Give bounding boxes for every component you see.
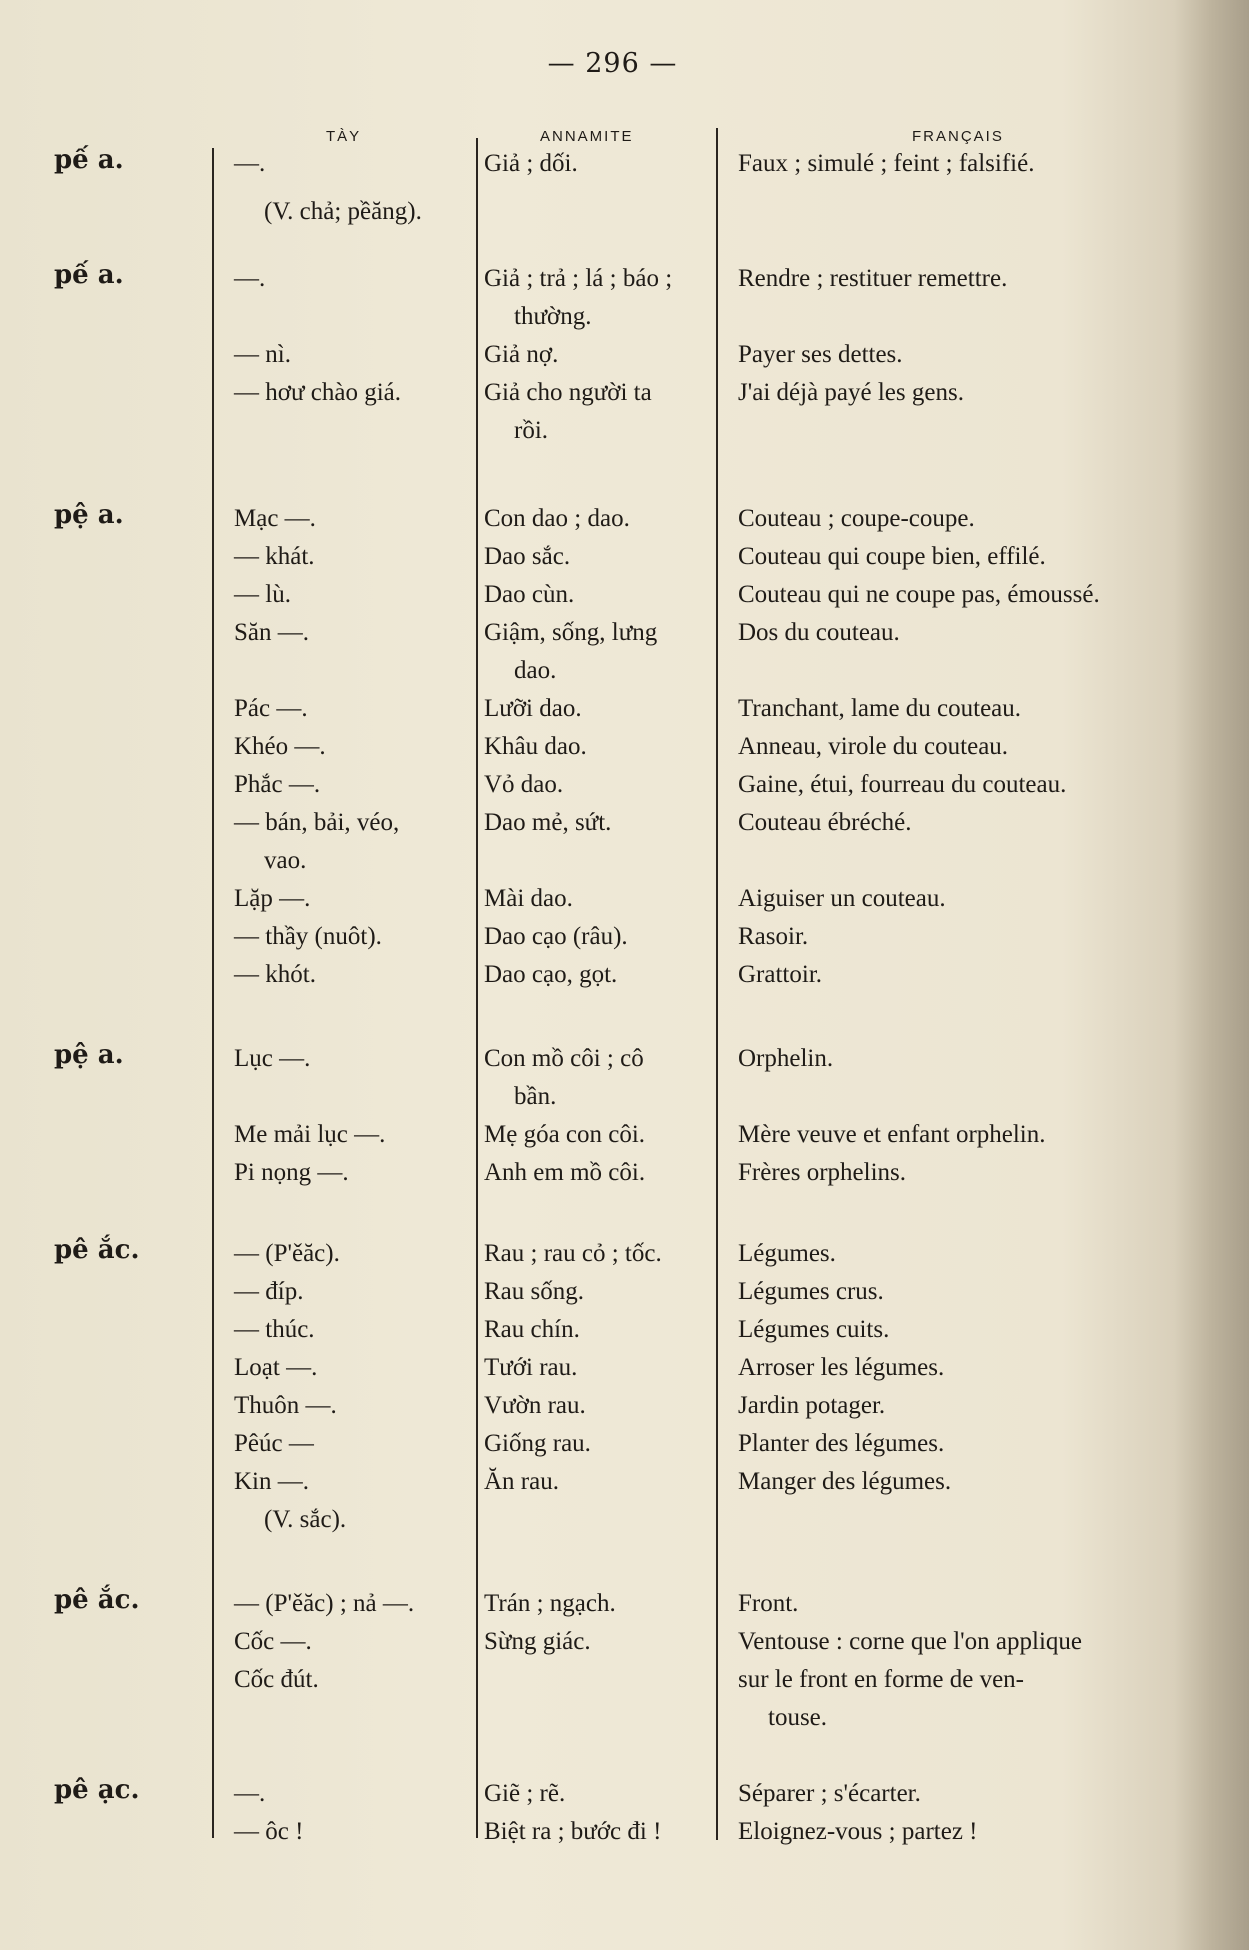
francais-cell: Légumes cuits. <box>738 1316 890 1343</box>
tay-cell: vao. <box>264 847 307 874</box>
annamite-cell: Tưới rau. <box>484 1354 578 1381</box>
francais-cell: Aiguiser un couteau. <box>738 885 946 912</box>
annamite-cell: Con dao ; dao. <box>484 505 630 532</box>
francais-cell: Arroser les légumes. <box>738 1354 945 1381</box>
headword: pệ a. <box>54 500 124 530</box>
annamite-cell: Anh em mồ côi. <box>484 1159 646 1186</box>
francais-cell: Rendre ; restituer remettre. <box>738 265 1008 292</box>
tay-cell: Săn —. <box>234 619 309 646</box>
francais-cell: Anneau, virole du couteau. <box>738 733 1009 760</box>
headword: pê ắc. <box>54 1585 140 1615</box>
annamite-cell: Trán ; ngạch. <box>484 1590 616 1617</box>
tay-cell: — khát. <box>234 543 315 570</box>
tay-cell: Cốc đút. <box>234 1666 319 1693</box>
annamite-cell: Dao cạo, gọt. <box>484 961 618 988</box>
francais-cell: J'ai déjà payé les gens. <box>738 379 964 406</box>
page-number: — 296 — <box>547 48 678 79</box>
francais-cell: Eloignez-vous ; partez ! <box>738 1818 978 1845</box>
tay-cell: —. <box>234 150 266 177</box>
francais-cell: Faux ; simulé ; feint ; falsifié. <box>738 150 1035 177</box>
headword: pế a. <box>54 145 124 175</box>
francais-cell: Jardin potager. <box>738 1392 886 1419</box>
francais-cell: sur le front en forme de ven- <box>738 1666 1024 1693</box>
headword: pê ạc. <box>54 1775 140 1805</box>
tay-cell: — thầy (nuôt). <box>234 923 382 950</box>
francais-cell: Tranchant, lame du couteau. <box>738 695 1022 722</box>
tay-cell: — đíp. <box>234 1278 304 1305</box>
annamite-cell: Giống rau. <box>484 1430 591 1457</box>
annamite-cell: Dao sắc. <box>484 543 571 570</box>
francais-cell: Planter des légumes. <box>738 1430 945 1457</box>
annamite-cell: Ăn rau. <box>484 1468 559 1495</box>
annamite-cell: thường. <box>514 303 592 330</box>
tay-cell: — bán, bải, véo, <box>234 809 400 836</box>
tay-cell: Phắc —. <box>234 771 321 798</box>
francais-cell: Gaine, étui, fourreau du couteau. <box>738 771 1067 798</box>
tay-cell: Pi nọng —. <box>234 1159 349 1186</box>
headword: pế a. <box>54 260 124 290</box>
francais-cell: Couteau qui ne coupe pas, émoussé. <box>738 581 1100 608</box>
tay-cell: — lù. <box>234 581 291 608</box>
francais-cell: Couteau ébréché. <box>738 809 912 836</box>
francais-cell: Séparer ; s'écarter. <box>738 1780 921 1807</box>
annamite-cell: Lưỡi dao. <box>484 695 582 722</box>
annamite-cell: Giậm, sống, lưng <box>484 619 658 646</box>
tay-cell: Loạt —. <box>234 1354 318 1381</box>
annamite-cell: Rau chín. <box>484 1316 580 1343</box>
column-rule-left <box>212 148 214 1838</box>
tay-cell: Lục —. <box>234 1045 311 1072</box>
annamite-cell: Sừng giác. <box>484 1628 591 1655</box>
annamite-cell: Vỏ dao. <box>484 771 564 798</box>
francais-cell: Dos du couteau. <box>738 619 900 646</box>
francais-cell: Légumes. <box>738 1240 836 1267</box>
header-francais: FRANÇAIS <box>912 128 1004 145</box>
francais-cell: Payer ses dettes. <box>738 341 903 368</box>
annamite-cell: bần. <box>514 1083 557 1110</box>
annamite-cell: Vườn rau. <box>484 1392 586 1419</box>
tay-cell: Cốc —. <box>234 1628 312 1655</box>
annamite-cell: dao. <box>514 657 557 684</box>
annamite-cell: Biệt ra ; bước đi ! <box>484 1818 662 1845</box>
tay-cell: Pác —. <box>234 695 308 722</box>
annamite-cell: rồi. <box>514 417 549 444</box>
tay-cell: (V. sắc). <box>264 1506 347 1533</box>
annamite-cell: Giả nợ. <box>484 341 559 368</box>
tay-cell: — thúc. <box>234 1316 315 1343</box>
annamite-cell: Dao cạo (râu). <box>484 923 628 950</box>
tay-cell: — hơư chào giá. <box>234 379 402 406</box>
annamite-cell: Giẽ ; rẽ. <box>484 1780 566 1807</box>
tay-cell: Mạc —. <box>234 505 316 532</box>
tay-cell: Khéo —. <box>234 733 326 760</box>
annamite-cell: Giả cho người ta <box>484 379 652 406</box>
tay-cell: — (P'ěăc) ; nả —. <box>234 1590 415 1617</box>
annamite-cell: Mẹ góa con côi. <box>484 1121 646 1148</box>
headword: pê ắc. <box>54 1235 140 1265</box>
headword: pệ a. <box>54 1040 124 1070</box>
tay-cell: (V. chả; pềăng). <box>264 198 422 225</box>
tay-cell: — (P'ěăc). <box>234 1240 340 1267</box>
annamite-cell: Rau sống. <box>484 1278 584 1305</box>
francais-cell: Mère veuve et enfant orphelin. <box>738 1121 1046 1148</box>
annamite-cell: Dao mẻ, sứt. <box>484 809 612 836</box>
annamite-cell: Mài dao. <box>484 885 573 912</box>
francais-cell: Grattoir. <box>738 961 823 988</box>
francais-cell: Rasoir. <box>738 923 809 950</box>
annamite-cell: Giả ; trả ; lá ; báo ; <box>484 265 673 292</box>
tay-cell: — ôc ! <box>234 1818 304 1845</box>
tay-cell: Pêúc — <box>234 1430 314 1457</box>
francais-cell: Couteau qui coupe bien, effilé. <box>738 543 1046 570</box>
francais-cell: Couteau ; coupe-coupe. <box>738 505 975 532</box>
tay-cell: Thuôn —. <box>234 1392 337 1419</box>
tay-cell: Lặp —. <box>234 885 311 912</box>
tay-cell: Kin —. <box>234 1468 309 1495</box>
francais-cell: Frères orphelins. <box>738 1159 907 1186</box>
annamite-cell: Rau ; rau cỏ ; tốc. <box>484 1240 662 1267</box>
francais-cell: Manger des légumes. <box>738 1468 952 1495</box>
column-rule-middle <box>476 138 478 1838</box>
header-annamite: ANNAMITE <box>540 128 634 145</box>
annamite-cell: Con mồ côi ; cô <box>484 1045 644 1072</box>
tay-cell: —. <box>234 1780 266 1807</box>
tay-cell: —. <box>234 265 266 292</box>
francais-cell: Orphelin. <box>738 1045 834 1072</box>
column-rule-right <box>716 128 718 1840</box>
tay-cell: — khót. <box>234 961 316 988</box>
tay-cell: — nì. <box>234 341 291 368</box>
annamite-cell: Dao cùn. <box>484 581 575 608</box>
tay-cell: Me mải lục —. <box>234 1121 386 1148</box>
francais-cell: Ventouse : corne que l'on applique <box>738 1628 1082 1655</box>
annamite-cell: Giả ; dối. <box>484 150 578 177</box>
francais-cell: Légumes crus. <box>738 1278 884 1305</box>
francais-cell: Front. <box>738 1590 799 1617</box>
header-tay: TÀY <box>326 128 362 145</box>
annamite-cell: Khâu dao. <box>484 733 587 760</box>
francais-cell: touse. <box>768 1704 828 1731</box>
